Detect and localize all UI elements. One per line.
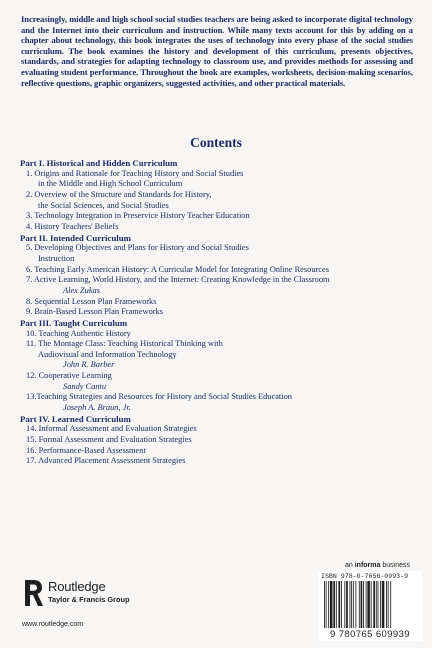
barcode-bar bbox=[328, 581, 329, 628]
toc-author: John R. Barber bbox=[63, 360, 115, 370]
barcode-bar bbox=[376, 581, 377, 628]
barcode-bar bbox=[336, 581, 337, 628]
publisher-logo bbox=[22, 578, 172, 618]
toc-entry: Audiovisual and Information Technology bbox=[38, 349, 177, 359]
isbn-label: ISBN 978-0-7656-0993-9 bbox=[321, 573, 409, 580]
toc-entry: in the Middle and High School Curriculum bbox=[38, 179, 183, 189]
barcode-bar bbox=[324, 581, 325, 628]
barcode-bar bbox=[330, 581, 333, 628]
barcode-bar bbox=[378, 581, 379, 628]
toc-entry: 14. Informal Assessment and Evaluation Strategies bbox=[26, 424, 197, 434]
barcode-bars bbox=[324, 581, 418, 628]
toc-entry: 6. Teaching Early American History: A Curricular Model for Integrating Online Resources bbox=[26, 264, 330, 274]
toc-entry: 11. The Montage Class: Teaching Historical Thinking with bbox=[26, 339, 223, 349]
barcode-bar bbox=[344, 581, 345, 628]
publisher-url: www.routledge.com bbox=[22, 621, 84, 628]
barcode-bar bbox=[386, 581, 387, 628]
barcode-bar bbox=[366, 581, 367, 628]
routledge-r-icon bbox=[22, 578, 44, 608]
informa-prefix: an bbox=[345, 562, 355, 569]
barcode-bar bbox=[361, 581, 363, 628]
barcode-bar bbox=[380, 581, 381, 628]
barcode-bar bbox=[350, 581, 351, 628]
barcode-bar bbox=[388, 581, 389, 628]
toc-entry: 7. Active Learning, World History, and the Internet: Creating Knowledge in the Classroom bbox=[26, 275, 330, 285]
toc-author: Joseph A. Braun, Jr. bbox=[63, 403, 131, 413]
publisher-group: Taylor & Francis Group bbox=[48, 595, 130, 604]
toc-entry: 3. Technology Integration in Preservice History Teacher Education bbox=[26, 211, 250, 221]
toc-author: Alex Zukas bbox=[63, 285, 100, 295]
informa-tagline bbox=[345, 562, 410, 569]
isbn-barcode bbox=[318, 571, 422, 641]
barcode-bar bbox=[326, 581, 327, 628]
barcode-bar bbox=[355, 581, 356, 628]
barcode-bar bbox=[333, 581, 335, 628]
toc-entry: 1. Origins and Rationale for Teaching History and Social Studies bbox=[26, 168, 244, 178]
toc-entry: Instruction bbox=[38, 253, 75, 263]
barcode-bar bbox=[346, 581, 348, 628]
toc-entry: 9. Brain-Based Lesson Plan Frameworks bbox=[26, 307, 164, 317]
barcode-bar bbox=[341, 581, 342, 628]
toc-entry: 2. Overview of the Structure and Standards for History, bbox=[26, 189, 212, 199]
toc-part-heading: Part III. Taught Curriculum bbox=[20, 317, 128, 328]
barcode-bar bbox=[367, 581, 370, 628]
barcode-bar bbox=[363, 581, 364, 628]
toc-entry: 12. Cooperative Learning bbox=[26, 371, 112, 381]
toc-entry: 8. Sequential Lesson Plan Frameworks bbox=[26, 296, 157, 306]
toc-part-heading: Part II. Intended Curriculum bbox=[20, 232, 131, 243]
toc-part-heading: Part IV. Learned Curriculum bbox=[20, 413, 131, 424]
table-of-contents bbox=[20, 158, 420, 467]
toc-entry: 15. Formal Assessment and Evaluation Strategies bbox=[26, 435, 192, 445]
toc-entry: 16. Performance-Based Assessment bbox=[26, 445, 146, 455]
informa-brand: informa bbox=[354, 562, 381, 569]
barcode-bar bbox=[382, 581, 385, 628]
barcode-bar bbox=[338, 581, 340, 628]
toc-entry: 5. Developing Objectives and Plans for History and Social Studies bbox=[26, 243, 249, 253]
toc-entry: the Social Sciences, and Social Studies bbox=[38, 200, 169, 210]
barcode-bar bbox=[390, 581, 391, 628]
back-cover-blurb: Increasingly, middle and high school social studies teachers are being asked to incorporate digital technology and the Internet into their curriculum and instruction. While many texts account for this by adding on a chapter about technology, this book integrates the uses of technology into every phase of the social studies curriculum. The book examines the history and development of this curriculum, presents objectives, standards, and strategies for adapting technology to classroom use, and provides methods for assessing and evaluating student performance. Throughout the book are examples, worksheets, decision-making scenarios, reflective questions, graphic organizers, suggested activities, and other practical materials. bbox=[21, 14, 413, 88]
toc-part-heading: Part I. Historical and Hidden Curriculum bbox=[20, 158, 178, 168]
barcode-bar bbox=[359, 581, 360, 628]
barcode-bar bbox=[371, 581, 372, 628]
toc-author: Sandy Cantu bbox=[63, 381, 107, 391]
contents-heading: Contents bbox=[190, 135, 242, 150]
toc-entry: 4. History Teachers' Beliefs bbox=[26, 221, 119, 231]
toc-entry: 10. Teaching Authentic History bbox=[26, 328, 131, 338]
toc-entry: 17. Advanced Placement Assessment Strategies bbox=[26, 456, 186, 466]
barcode-bar bbox=[353, 581, 354, 628]
informa-suffix: business bbox=[380, 562, 410, 569]
ean-number: 9 780765 609939 bbox=[330, 629, 410, 640]
barcode-bar bbox=[373, 581, 375, 628]
publisher-name: Routledge bbox=[48, 579, 106, 594]
barcode-bar bbox=[351, 581, 352, 628]
toc-entry: 13.Teaching Strategies and Resources for History and Social Studies Education bbox=[26, 392, 292, 402]
